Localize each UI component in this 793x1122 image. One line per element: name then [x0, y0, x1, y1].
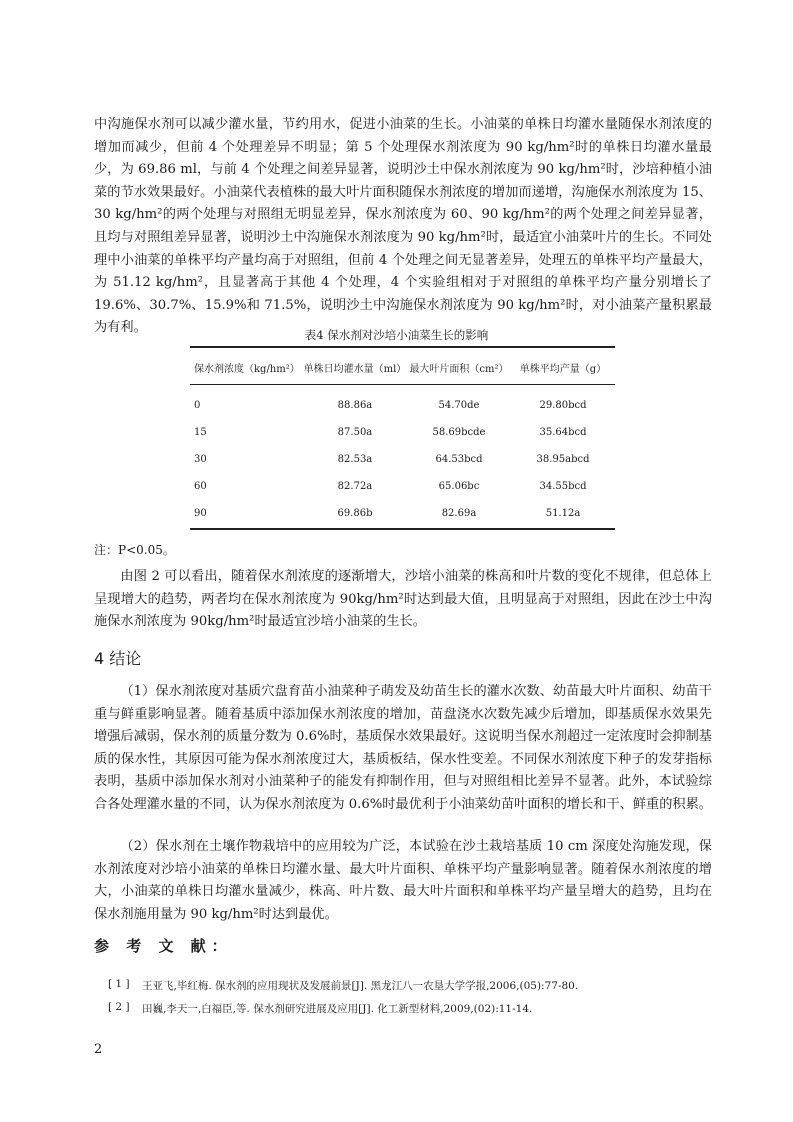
table-row — [190, 400, 615, 411]
table-cell: 51.12a — [545, 508, 581, 519]
reference-number: [ 2 ] — [108, 1001, 130, 1013]
table-header-cell: 单株日均灌水量（ml） — [303, 364, 407, 375]
table-header-cell: 最大叶片面积（cm²） — [409, 364, 509, 375]
conclusion-paragraph-1: （1）保水剂浓度对基质穴盘育苗小油菜种子萌发及幼苗生长的灌水次数、幼苗最大叶片面积、幼苗干重与鲜重影响显著。随着基质中添加保水剂浓度的增加，苗盘浇水次数先减少后增加，即基质保水效果先增强后减弱，保水剂的质量分数为 0.6%时，基质保水效果最好。这说明当保水剂超过一定浓度时会抑制基质的保水性，其原因可能为保水剂浓度过大，基质板结，保水性变差。不同保水剂浓度下种子的发芽指标表明，基质中添加保水剂对小油菜种子的能发有抑制作用，但与对照组相比差异不显著。此外，本试验综合各处理灌水量的不同，认为保水剂浓度为 0.6%时最优利于小油菜幼苗叶面积的增长和干、鲜重的积累。 — [94, 684, 712, 812]
table-cell: 38.95abcd — [536, 454, 590, 465]
reference-text: 王亚飞,毕红梅. 保水剂的应用现状及发展前景[J]. 黑龙江八一农垦大学学报,2006,(05):77-80. — [142, 980, 579, 992]
table-header-cell: 单株平均产量（g） — [519, 364, 607, 375]
table-cell: 60 — [194, 481, 207, 492]
table-cell: 90 — [194, 508, 207, 519]
table-cell: 88.86a — [337, 400, 373, 411]
reference-item — [108, 978, 578, 993]
table-header-cell: 保水剂浓度（kg/hm²） — [194, 364, 300, 375]
table-cell: 54.70de — [438, 400, 480, 411]
table-cell: 64.53bcd — [435, 454, 483, 465]
table-row — [190, 454, 615, 465]
references-title: 参 考 文 献： — [94, 937, 233, 955]
table-cell: 69.86b — [337, 508, 373, 519]
section-title: 4 结论 — [94, 649, 142, 668]
table-mid-rule — [190, 384, 615, 385]
page-number: 2 — [94, 1042, 103, 1057]
table-row — [190, 427, 615, 438]
conclusion-paragraph-2: （2）保水剂在土壤作物栽培中的应用较为广泛，本试验在沙土栽培基质 10 cm 深度处沟施发现，保水剂浓度对沙培小油菜的单株日均灌水量、最大叶片面积、单株平均产量影响显著。随着保水剂浓度的增大，小油菜的单株日均灌水量减少，株高、叶片数、最大叶片面积和单株平均产量呈增大的趋势，且均在保水剂施用量为 90 kg/hm²时达到最优。 — [94, 839, 712, 922]
table-cell: 82.69a — [441, 508, 477, 519]
reference-number: [ 1 ] — [108, 978, 130, 990]
table-row — [190, 481, 615, 492]
results-paragraph: 中沟施保水剂可以减少灌水量，节约用水，促进小油菜的生长。小油菜的单株日均灌水量随保水剂浓度的增加而减少，但前 4 个处理差异不明显；第 5 个处理保水剂浓度为 90 kg/hm²时的单株日均灌水量最少，为 69.86 ml，与前 4 个处理之间差异显著，说明沙土中保水剂浓度为 90 kg/hm²时，沙培种植小油菜的节水效果最好。小油菜代表植株的最大叶片面积随保水剂浓度的增加而递增，沟施保水剂浓度为 15、30 kg/hm²的两个处理与对照组无明显差异，保水剂浓度为 60、90 kg/hm²的两个处理之间差异显著，且均与对照组差异显著，说明沙土中沟施保水剂浓度为 90 kg/hm²时，最适宜小油菜叶片的生长。不同处理中小油菜的单株平均产量均高于对照组，但前 4 个处理之间无显著差异，处理五的单株平均产量最大，为 51.12 kg/hm²，且显著高于其他 4 个处理，4 个实验组相对于对照组的单株平均产量分别增长了 19.6%、30.7%、15.9%和 71.5%，说明沙土中沟施保水剂浓度为 90 kg/hm²时，对小油菜产量积累最为有利。 — [94, 117, 712, 336]
table-header-row — [190, 360, 615, 375]
table-row — [190, 508, 615, 519]
table-cell: 34.55bcd — [539, 481, 587, 492]
table-cell: 82.53a — [337, 454, 373, 465]
reference-text: 田巍,李天一,白福臣,等. 保水剂研究进展及应用[J]. 化工新型材料,2009,(02):11-14. — [142, 1003, 533, 1015]
table-cell: 30 — [194, 454, 207, 465]
table-top-rule — [190, 346, 615, 348]
table-caption: 表4 保水剂对沙培小油菜生长的影响 — [304, 328, 489, 342]
reference-item — [108, 1001, 532, 1016]
table-cell: 15 — [194, 427, 207, 438]
table-cell: 82.72a — [337, 481, 373, 492]
table-cell: 87.50a — [337, 427, 373, 438]
table-cell: 29.80bcd — [539, 400, 587, 411]
table-bottom-rule — [190, 528, 615, 530]
figure-discussion-paragraph: 由图 2 可以看出，随着保水剂浓度的逐渐增大，沙培小油菜的株高和叶片数的变化不规律，但总体上呈现增大的趋势，两者均在保水剂浓度为 90kg/hm²时达到最大值，且明显高于对照组，因此在沙土中沟施保水剂浓度为 90kg/hm²时最适宜沙培小油菜的生长。 — [94, 569, 712, 630]
table-cell: 58.69bcde — [432, 427, 486, 438]
table-note: 注：P<0.05。 — [94, 543, 175, 557]
table-cell: 0 — [194, 400, 201, 411]
table-cell: 65.06bc — [438, 481, 480, 492]
table-cell: 35.64bcd — [539, 427, 587, 438]
